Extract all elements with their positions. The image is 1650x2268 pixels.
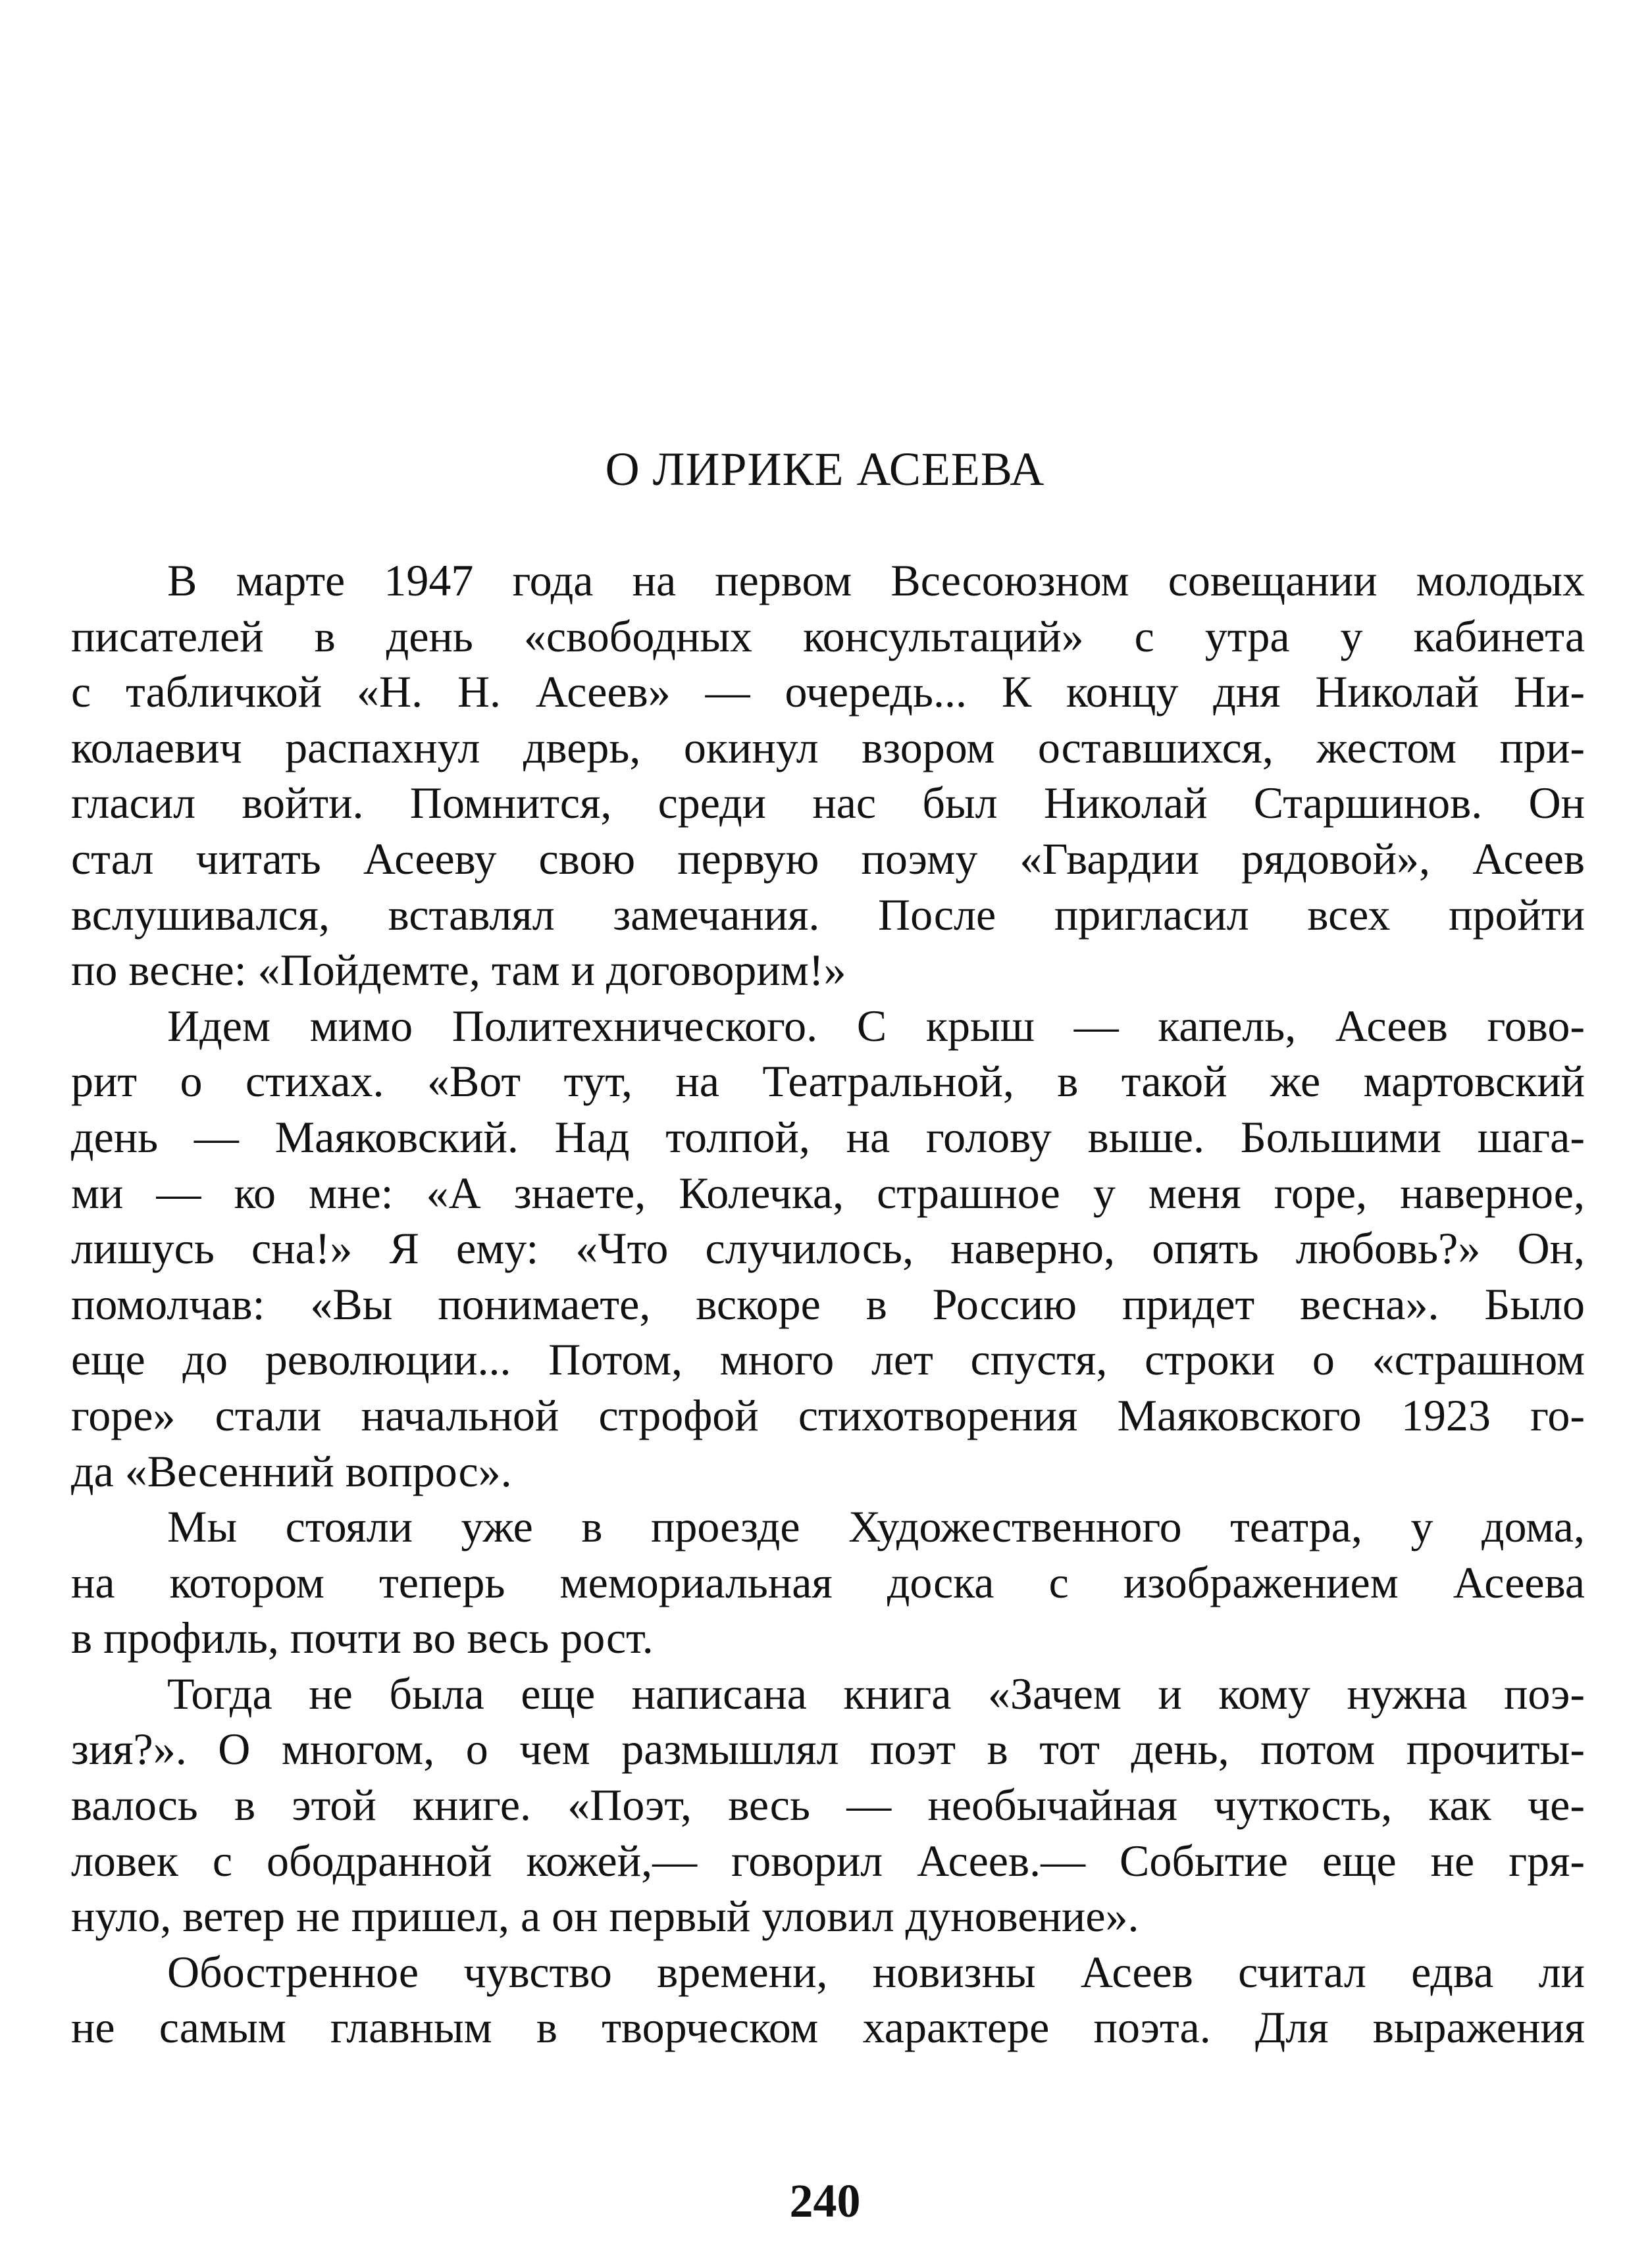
text-line: зия?». О многом, о чем размышлял поэт в тот день, потом прочиты- bbox=[71, 1724, 1585, 1775]
text-line: Обостренное чувство времени, новизны Асеев считал едва ли bbox=[167, 1946, 1585, 1997]
text-line: Тогда не была еще написана книга «Зачем и кому нужна поэ- bbox=[167, 1668, 1585, 1719]
text-line: на котором теперь мемориальная доска с изображением Асеева bbox=[71, 1557, 1585, 1607]
text-line: да «Весенний вопрос». bbox=[71, 1446, 512, 1496]
text-line: колаевич распахнул дверь, окинул взором оставшихся, жестом при- bbox=[71, 722, 1585, 772]
text-line: Мы стояли уже в проезде Художественного театра, у дома, bbox=[167, 1501, 1585, 1552]
paragraph bbox=[71, 998, 1585, 1499]
text-line: лишусь сна!» Я ему: «Что случилось, наверно, опять любовь?» Он, bbox=[71, 1223, 1585, 1274]
text-line: гласил войти. Помнится, среди нас был Николай Старшинов. Он bbox=[71, 778, 1585, 828]
text-line: рит о стихах. «Вот тут, на Театральной, в такой же мартовский bbox=[71, 1056, 1585, 1107]
chapter-title: О ЛИРИКЕ АСЕЕВА bbox=[605, 443, 1045, 495]
text-line: Идем мимо Политехнического. С крыш — капель, Асеев гово- bbox=[167, 1000, 1585, 1051]
text-line: помолчав: «Вы понимаете, вскоре в Россию придет весна». Было bbox=[71, 1278, 1585, 1329]
text-line: по весне: «Пойдемте, там и договорим!» bbox=[71, 945, 846, 995]
text-line: В марте 1947 года на первом Всесоюзном совещании молодых bbox=[167, 555, 1585, 605]
text-line: не самым главным в творческом характере поэта. Для выражения bbox=[71, 2002, 1585, 2053]
body-text bbox=[71, 553, 1585, 2055]
text-line: вслушивался, вставлял замечания. После пригласил всех пройти bbox=[71, 889, 1585, 940]
paragraph bbox=[71, 1944, 1585, 2055]
text-line: стал читать Асееву свою первую поэму «Гвардии рядовой», Асеев bbox=[71, 833, 1585, 884]
text-line: в профиль, почти во весь рост. bbox=[71, 1613, 654, 1663]
text-line: ми — ко мне: «А знаете, Колечка, страшное у меня горе, наверное, bbox=[71, 1167, 1585, 1218]
paragraph bbox=[71, 1499, 1585, 1666]
text-line: валось в этой книге. «Поэт, весь — необычайная чуткость, как че- bbox=[71, 1780, 1585, 1830]
paragraph bbox=[71, 553, 1585, 998]
text-line: нуло, ветер не пришел, а он первый уловил дуновение». bbox=[71, 1891, 1139, 1942]
text-line: еще до революции... Потом, много лет спустя, строки о «страшном bbox=[71, 1334, 1585, 1385]
text-line: день — Маяковский. Над толпой, на голову выше. Большими шага- bbox=[71, 1111, 1585, 1162]
text-line: писателей в день «свободных консультаций» с утра у кабинета bbox=[71, 611, 1585, 661]
text-line: с табличкой «Н. Н. Асеев» — очередь... К концу дня Николай Ни- bbox=[71, 667, 1585, 717]
text-line: горе» стали начальной строфой стихотворения Маяковского 1923 го- bbox=[71, 1390, 1585, 1440]
page-number: 240 bbox=[789, 2175, 861, 2227]
paragraph bbox=[71, 1666, 1585, 1944]
text-line: ловек с ободранной кожей,— говорил Асеев.— Событие еще не гря- bbox=[71, 1835, 1585, 1886]
